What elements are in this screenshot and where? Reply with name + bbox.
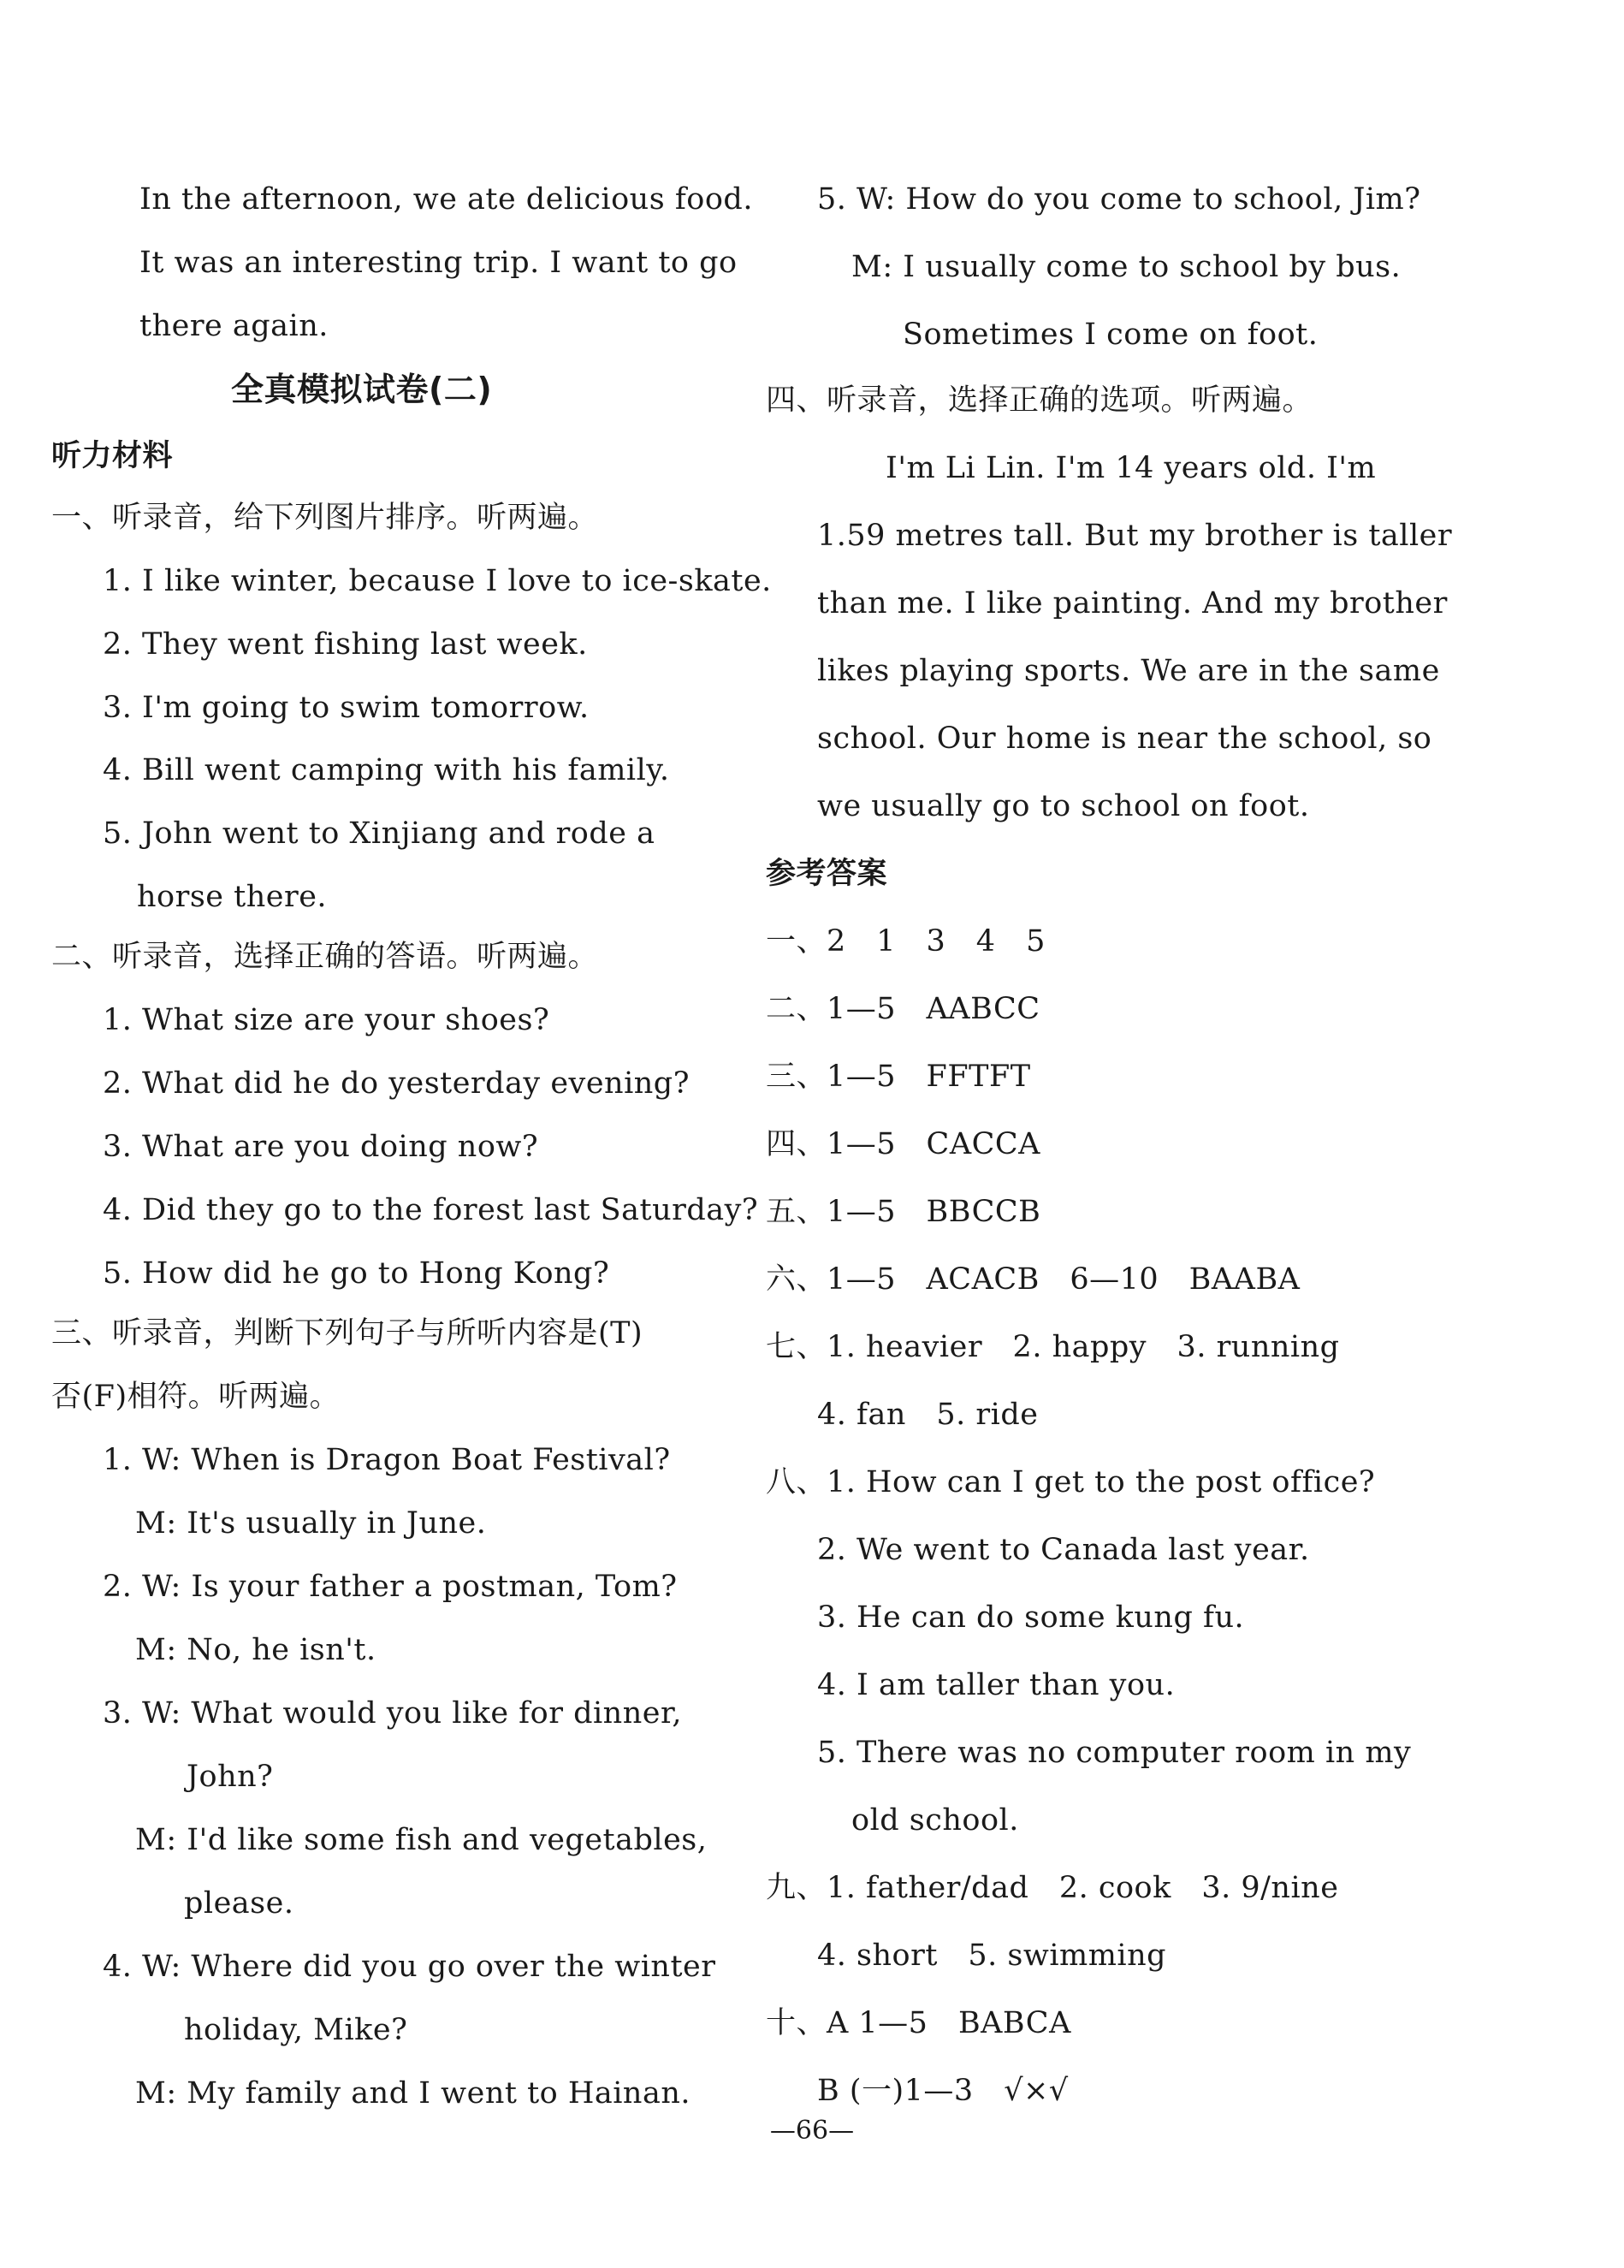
- dialogue-line: 4. W: Where did you go over the winter: [103, 1950, 716, 1984]
- dialogue-line: M: I usually come to school by bus.: [851, 250, 1402, 284]
- continuation-line: there again.: [139, 309, 329, 343]
- answer-line: 十、A 1—5 BABCA: [766, 2006, 1071, 2040]
- answers-heading: 参考答案: [766, 857, 888, 891]
- dialogue-line: M: It's usually in June.: [135, 1506, 487, 1541]
- answer-line: 2. We went to Canada last year.: [817, 1533, 1310, 1567]
- answer-line: 5. There was no computer room in my: [817, 1736, 1412, 1770]
- list-item: 1. I like winter, because I love to ice-skate.: [103, 564, 772, 598]
- exam-title: 全真模拟试卷(二): [231, 371, 493, 408]
- answer-line: 七、1. heavier 2. happy 3. running: [766, 1330, 1340, 1364]
- answer-line: 六、1—5 ACACB 6—10 BAABA: [766, 1262, 1301, 1297]
- passage-line: likes playing sports. We are in the same: [817, 654, 1440, 688]
- dialogue-line: John?: [187, 1760, 274, 1794]
- answer-line: 4. fan 5. ride: [817, 1398, 1039, 1432]
- passage-line: I'm Li Lin. I'm 14 years old. I'm: [886, 451, 1377, 485]
- dialogue-line: 3. W: What would you like for dinner,: [103, 1696, 682, 1731]
- passage-line: than me. I like painting. And my brother: [817, 586, 1448, 620]
- answer-line: B (一)1—3 √×√: [817, 2074, 1069, 2108]
- dialogue-line: Sometimes I come on foot.: [903, 318, 1319, 352]
- list-item: horse there.: [137, 880, 328, 914]
- answer-line: 九、1. father/dad 2. cook 3. 9/nine: [766, 1871, 1339, 1905]
- left-column: [51, 0, 772, 2268]
- section-1-header: 一、听录音，给下列图片排序。听两遍。: [51, 501, 599, 535]
- dialogue-line: holiday, Mike?: [184, 2013, 408, 2047]
- passage-line: we usually go to school on foot.: [817, 789, 1310, 823]
- answer-line: 八、1. How can I get to the post office?: [766, 1465, 1376, 1499]
- dialogue-line: M: I'd like some fish and vegetables,: [135, 1823, 708, 1857]
- dialogue-line: 5. W: How do you come to school, Jim?: [817, 182, 1421, 217]
- listening-material-heading: 听力材料: [51, 439, 174, 473]
- section-4-header: 四、听录音，选择正确的选项。听两遍。: [766, 383, 1313, 418]
- answer-line: 三、1—5 FFTFT: [766, 1060, 1031, 1094]
- answer-line: 一、2 1 3 4 5: [766, 924, 1046, 959]
- passage-line: 1.59 metres tall. But my brother is taller: [817, 519, 1453, 553]
- dialogue-line: 2. W: Is your father a postman, Tom?: [103, 1570, 678, 1604]
- answer-line: 4. I am taller than you.: [817, 1668, 1176, 1702]
- answer-line: 二、1—5 AABCC: [766, 992, 1040, 1026]
- section-3-header: 三、听录音，判断下列句子与所听内容是(T): [51, 1316, 643, 1351]
- continuation-line: It was an interesting trip. I want to go: [139, 246, 738, 280]
- list-item: 5. John went to Xinjiang and rode a: [103, 816, 655, 851]
- answer-line: 3. He can do some kung fu.: [817, 1600, 1245, 1635]
- list-item: 4. Bill went camping with his family.: [103, 753, 670, 787]
- page-number: —66—: [769, 2116, 855, 2146]
- list-item: 1. What size are your shoes?: [103, 1003, 550, 1037]
- dialogue-line: 1. W: When is Dragon Boat Festival?: [103, 1443, 671, 1477]
- list-item: 3. I'm going to swim tomorrow.: [103, 691, 590, 725]
- answer-line: old school.: [851, 1803, 1019, 1838]
- right-column: [766, 0, 1467, 2268]
- answer-line: 五、1—5 BBCCB: [766, 1195, 1041, 1229]
- dialogue-line: M: No, he isn't.: [135, 1633, 376, 1667]
- list-item: 2. What did he do yesterday evening?: [103, 1066, 690, 1101]
- answer-line: 4. short 5. swimming: [817, 1938, 1167, 1973]
- dialogue-line: M: My family and I went to Hainan.: [135, 2076, 690, 2111]
- section-3-header-cont: 否(F)相符。听两遍。: [51, 1380, 341, 1414]
- dialogue-line: please.: [184, 1886, 294, 1921]
- continuation-line: In the afternoon, we ate delicious food.: [139, 182, 753, 217]
- list-item: 5. How did he go to Hong Kong?: [103, 1256, 610, 1291]
- answer-line: 四、1—5 CACCA: [766, 1127, 1040, 1161]
- list-item: 3. What are you doing now?: [103, 1130, 539, 1164]
- list-item: 4. Did they go to the forest last Saturday?: [103, 1193, 759, 1227]
- passage-line: school. Our home is near the school, so: [817, 721, 1432, 756]
- section-2-header: 二、听录音，选择正确的答语。听两遍。: [51, 940, 599, 974]
- list-item: 2. They went fishing last week.: [103, 627, 588, 662]
